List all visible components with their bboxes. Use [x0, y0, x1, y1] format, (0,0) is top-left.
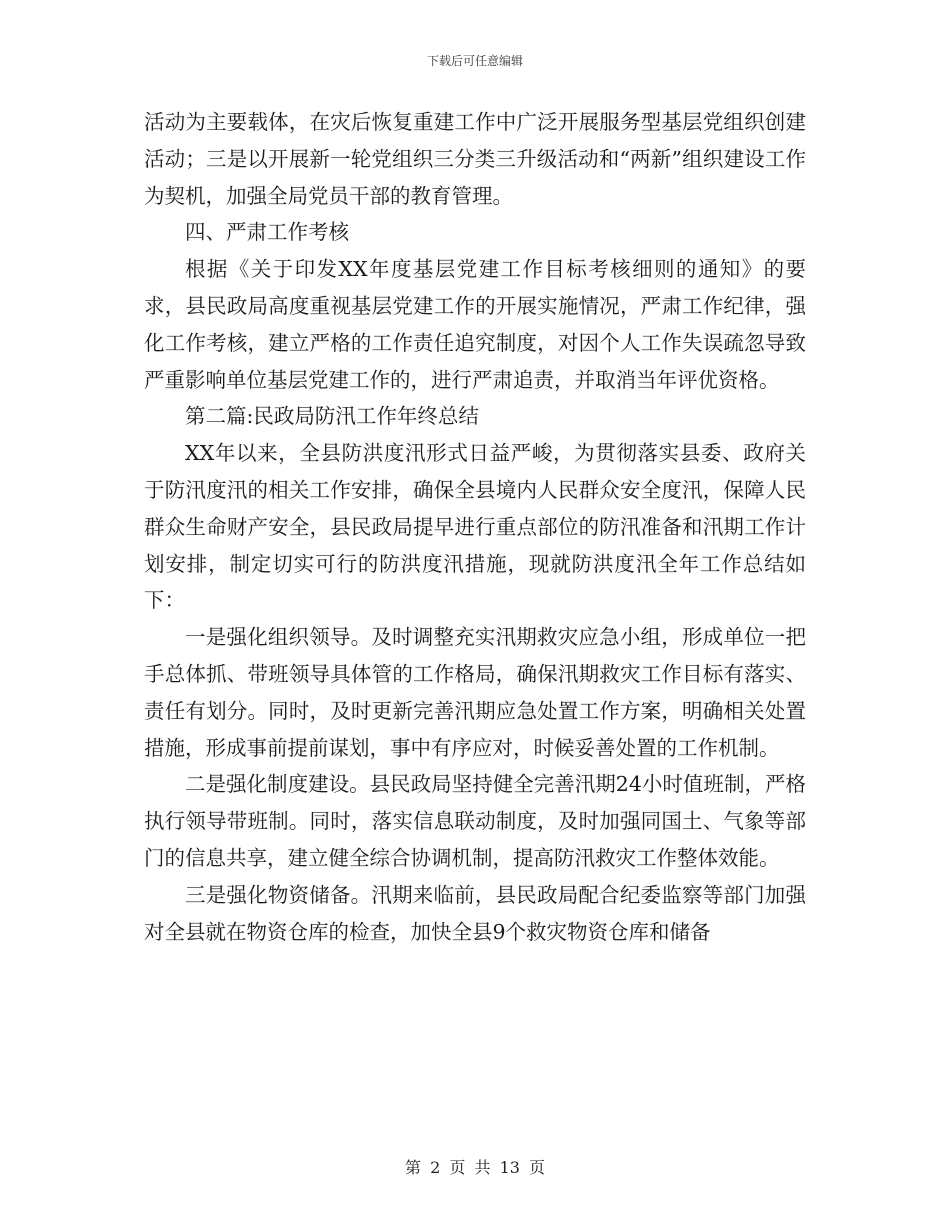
- paragraph-8: 三是强化物资储备。汛期来临前，县民政局配合纪委监察等部门加强对全县就在物资仓库的检查，加快全县9个救灾物资仓库和储备: [144, 882, 806, 944]
- footer-page-number: 2: [430, 1158, 441, 1177]
- chapter-title-2: 第二篇:民政局防汛工作年终总结: [185, 404, 479, 429]
- paragraph-5: XX年以来，全县防洪度汛形式日益严峻，为贯彻落实县委、政府关于防汛度汛的相关工作安排，确保全县境内人民群众安全度汛，保障人民群众生命财产安全，县民政局提早进行重点部位的防汛准备和汛期工作计划安排，制定切实可行的防洪度汛措施，现就防洪度汛全年工作总结如下：: [144, 441, 806, 613]
- section-heading-4: 四、严肃工作考核: [185, 220, 349, 245]
- footer-suffix: 页: [529, 1158, 546, 1177]
- footer-total-label: 共: [474, 1158, 491, 1177]
- footer-prefix: 第: [404, 1158, 421, 1177]
- paragraph-6: 一是强化组织领导。及时调整充实汛期救灾应急小组，形成单位一把手总体抓、带班领导具体管的工作格局，确保汛期救灾工作目标有落实、责任有划分。同时，及时更新完善汛期应急处置工作方案，明确相关处置措施，形成事前提前谋划，事中有序应对，时候妥善处置的工作机制。: [144, 625, 806, 760]
- footer-page-label: 页: [449, 1158, 466, 1177]
- document-body: [144, 104, 806, 950]
- page-footer: [0, 1155, 950, 1178]
- paragraph-3: 根据《关于印发XX年度基层党建工作目标考核细则的通知》的要求，县民政局高度重视基层党建工作的开展实施情况，严肃工作纪律，强化工作考核，建立严格的工作责任追究制度，对因个人工作失误疏忽导致严重影响单位基层党建工作的，进行严肃追责，并取消当年评优资格。: [144, 257, 806, 392]
- footer-total-pages: 13: [499, 1158, 520, 1177]
- page-header: 下载后可任意编辑: [426, 54, 523, 68]
- paragraph-1: 活动为主要载体，在灾后恢复重建工作中广泛开展服务型基层党组织创建活动；三是以开展新一轮党组织三分类三升级活动和“两新”组织建设工作为契机，加强全局党员干部的教育管理。: [144, 110, 806, 208]
- paragraph-7: 二是强化制度建设。县民政局坚持健全完善汛期24小时值班制，严格执行领导带班制。同时，落实信息联动制度，及时加强同国土、气象等部门的信息共享，建立健全综合协调机制，提高防汛救灾工作整体效能。: [144, 772, 806, 870]
